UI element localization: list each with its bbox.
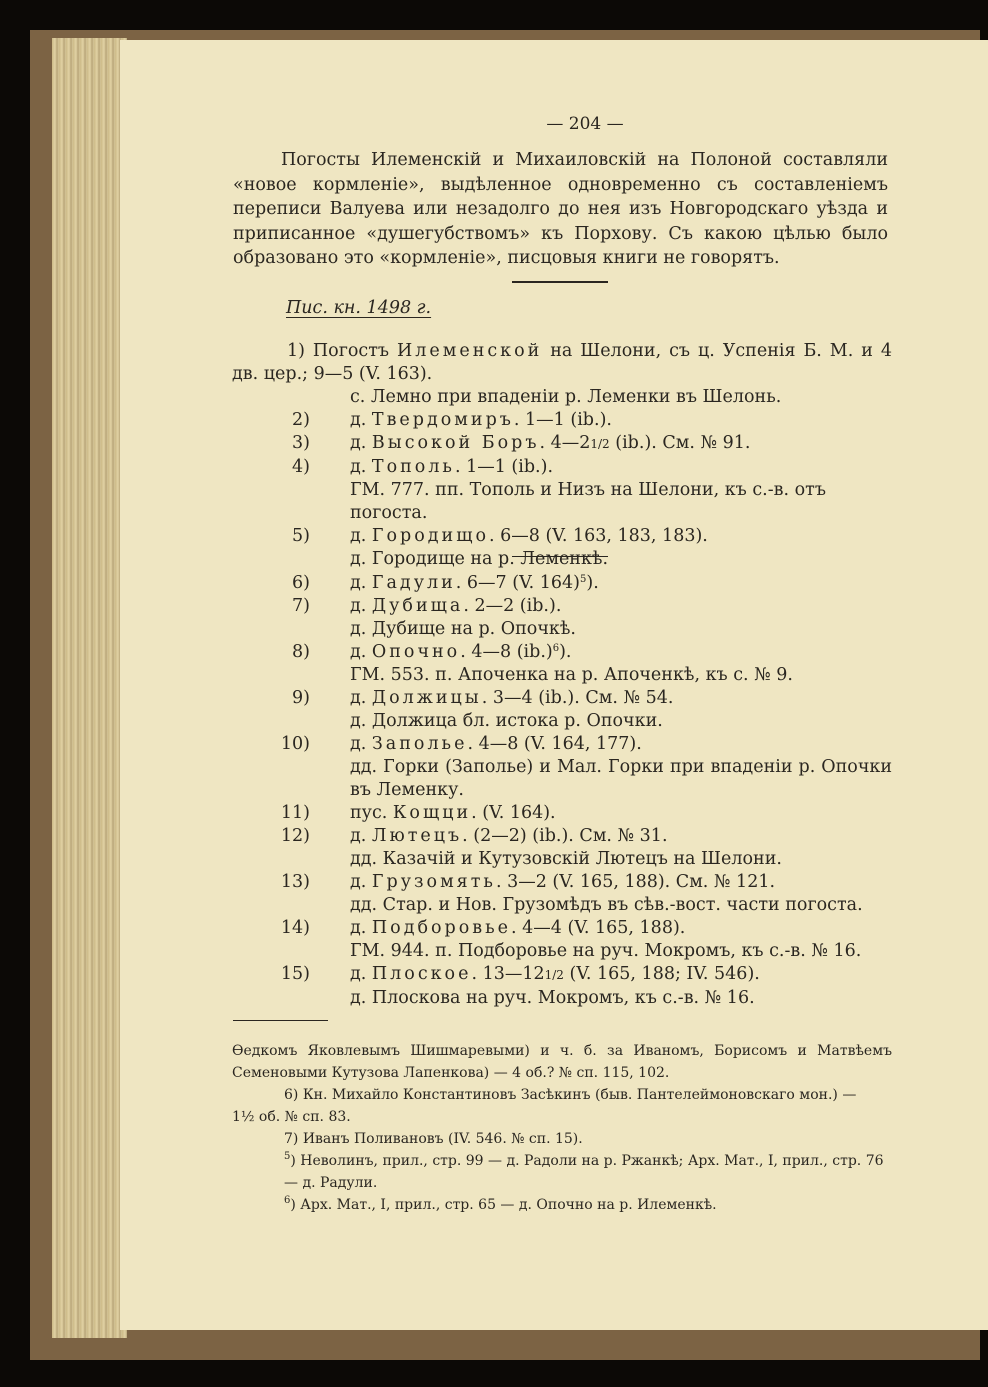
intro-paragraph bbox=[233, 148, 888, 271]
entry-identification: ГМ. 944. п. Подборовье на руч. Мокромъ, къ с.-в. № 16. bbox=[350, 941, 862, 961]
entry-lead bbox=[232, 871, 892, 894]
place-name: Плоское bbox=[371, 964, 472, 984]
place-name: Дубища bbox=[371, 596, 464, 616]
entry-number: 3) bbox=[292, 433, 310, 453]
entry-lead bbox=[232, 802, 892, 825]
entry-number: 10) bbox=[280, 734, 310, 754]
list-item bbox=[232, 409, 892, 432]
list-item bbox=[232, 963, 892, 1010]
place-name: Подборовье bbox=[371, 918, 512, 938]
entry-identification: д. Плоскова на руч. Мокромъ, къ с.-в. № 16. bbox=[350, 988, 755, 1008]
entry-lead bbox=[232, 456, 892, 479]
list-item bbox=[232, 733, 892, 802]
entry-identification: с. Лемно при впаденiи р. Леменки въ Шелонь. bbox=[350, 387, 782, 407]
entry-prefix: д. bbox=[350, 826, 372, 846]
entry-lead bbox=[232, 733, 892, 756]
footnotes bbox=[232, 1040, 892, 1216]
entry-details-2: ). bbox=[559, 642, 572, 662]
footnote-continuation: Ѳедкомъ Яковлевымъ Шишмаревыми) и ч. б. за Иваномъ, Борисомъ и Матвѣемъ Семеновыми Кутузова Лапенкова) — 4 об.? № сп. 115, 102. bbox=[232, 1043, 892, 1081]
entry-prefix: д. bbox=[350, 964, 372, 984]
entry-lead bbox=[232, 525, 892, 548]
page-edges bbox=[52, 38, 127, 1338]
place-name: Гадули bbox=[371, 573, 456, 593]
entry-identification: дд. Стар. и Нов. Грузомѣдъ въ сѣв.-вост. части погоста. bbox=[350, 895, 863, 915]
list-item bbox=[232, 871, 892, 917]
place-name: Лютецъ bbox=[371, 826, 463, 846]
entry-details: . 6—8 (V. 163, 183, 183). bbox=[489, 526, 708, 546]
entry-lead bbox=[232, 687, 892, 710]
footnote-5b bbox=[232, 1150, 892, 1194]
entry-details: . 4—2 bbox=[539, 433, 591, 453]
list-item bbox=[232, 525, 892, 571]
footnote-6-continuation: 1½ об. № сп. 83. bbox=[232, 1109, 351, 1125]
entry-prefix: д. bbox=[350, 688, 372, 708]
entries-section-b bbox=[232, 572, 892, 1010]
entry-number: 8) bbox=[292, 642, 310, 662]
entry-number: 6) bbox=[292, 573, 310, 593]
list-item bbox=[232, 641, 892, 687]
entry-details: . (2—2) (ib.). См. № 31. bbox=[462, 826, 668, 846]
entry-details: . 6—7 (V. 164) bbox=[455, 573, 580, 593]
entry-prefix: д. bbox=[350, 410, 372, 430]
entry-lead bbox=[232, 595, 892, 618]
entry-prefix: д. bbox=[350, 734, 372, 754]
place-name: Грузомять bbox=[371, 872, 496, 892]
entry-details: . 1—1 (ib.). bbox=[454, 457, 554, 477]
entry-prefix: д. bbox=[350, 573, 372, 593]
list-item bbox=[232, 687, 892, 733]
entry-lead bbox=[232, 409, 892, 432]
list-item bbox=[232, 825, 892, 871]
entry-lead bbox=[232, 641, 892, 664]
fraction: 1/2 bbox=[544, 968, 564, 982]
entry-prefix: д. bbox=[350, 642, 372, 662]
entry-details: . 4—8 (V. 164, 177). bbox=[467, 734, 642, 754]
list-item bbox=[232, 595, 892, 641]
entry-details: на Шелони, съ ц. Успенiя Б. М. и 4 дв. цер.; 9—5 (V. 163). bbox=[232, 341, 892, 384]
entry-details: . 2—2 (ib.). bbox=[463, 596, 562, 616]
entry-prefix: пус. bbox=[350, 803, 393, 823]
place-name: Опочно bbox=[371, 642, 461, 662]
footnote-6b bbox=[232, 1194, 892, 1216]
footnote-ref: 6 bbox=[552, 643, 560, 654]
entries-section-a bbox=[232, 340, 892, 571]
intro-text: Погосты Илеменскiй и Михаиловскiй на Полоной составляли «новое кормленiе», выдѣленное одновременно съ составленiемъ переписи Валуева или незадолго до нея изъ Новгородскаго уѣзда и приписанное «душегубствомъ» къ Порхову. Съ какою цѣлью было образовано это «кормленiе», писцовыя книги не говорятъ. bbox=[233, 150, 888, 269]
fraction: 1/2 bbox=[590, 437, 610, 451]
place-name: Заполье bbox=[371, 734, 468, 754]
page-number: — 204 — bbox=[546, 114, 624, 134]
entry-number: 7) bbox=[292, 596, 310, 616]
entry-number: 9) bbox=[292, 688, 310, 708]
entry-prefix: д. bbox=[350, 872, 372, 892]
entries-divider bbox=[512, 556, 608, 557]
entry-number: 1) bbox=[287, 341, 305, 361]
entry-details: . 4—4 (V. 165, 188). bbox=[511, 918, 686, 938]
footnote-mark: 5 bbox=[284, 1151, 291, 1162]
entry-prefix: д. bbox=[350, 457, 372, 477]
entry-lead bbox=[232, 432, 892, 456]
entry-details: . (V. 164). bbox=[471, 803, 556, 823]
entry-identification: дд. Горки (Заполье) и Мал. Горки при впаденiи р. Опочки въ Леменку. bbox=[350, 757, 892, 800]
place-name: Твердомиръ bbox=[371, 410, 514, 430]
entry-details-2: ). bbox=[586, 573, 599, 593]
footnote-text: ) Арх. Мат., I, прил., стр. 65 — д. Опочно на р. Илеменкѣ. bbox=[290, 1197, 717, 1213]
entry-lead bbox=[232, 825, 892, 848]
entry-identification: д. Должица бл. истока р. Опочки. bbox=[350, 711, 663, 731]
place-name: Должицы bbox=[371, 688, 482, 708]
entry-lead bbox=[232, 340, 892, 386]
footnote-separator bbox=[233, 1020, 328, 1021]
entry-prefix: Погостъ bbox=[312, 341, 397, 361]
place-name: Тополь bbox=[371, 457, 455, 477]
place-name: Кощци bbox=[392, 803, 472, 823]
footnote-7: 7) Иванъ Поливановъ (IV. 546. № сп. 15). bbox=[284, 1131, 583, 1147]
list-item bbox=[232, 456, 892, 525]
source-title: Пис. кн. 1498 г. bbox=[286, 298, 432, 318]
place-name: Городищо bbox=[371, 526, 490, 546]
entry-lead bbox=[232, 917, 892, 940]
list-item bbox=[232, 432, 892, 456]
entry-identification: дд. Казачiй и Кутузовскiй Лютецъ на Шелони. bbox=[350, 849, 782, 869]
entry-identification: д. Городище на р. Леменкѣ. bbox=[350, 549, 609, 569]
entry-lead bbox=[232, 572, 892, 595]
entry-number: 12) bbox=[280, 826, 310, 846]
entry-details: . 3—4 (ib.). См. № 54. bbox=[481, 688, 674, 708]
footnote-text: ) Неволинъ, прил., стр. 99 — д. Радоли на р. Ржанкѣ; Арх. Мат., I, прил., стр. 76 — д. Радули. bbox=[284, 1153, 884, 1191]
list-item bbox=[232, 917, 892, 963]
footnote-6: 6) Кн. Михайло Константиновъ Засѣкинъ (быв. Пантелеймоновскаго мон.) — bbox=[284, 1087, 857, 1103]
entry-details: . 1—1 (ib.). bbox=[513, 410, 612, 430]
list-item bbox=[232, 572, 892, 595]
place-name: Илеменской bbox=[396, 341, 543, 361]
section-divider bbox=[512, 281, 608, 283]
entry-prefix: д. bbox=[350, 433, 372, 453]
entry-number: 13) bbox=[280, 872, 310, 892]
entry-number: 15) bbox=[280, 964, 310, 984]
entry-details: . 4—8 (ib.) bbox=[460, 642, 553, 662]
entry-details: . 3—2 (V. 165, 188). См. № 121. bbox=[495, 872, 776, 892]
footnote-ref: 5 bbox=[580, 574, 587, 585]
entry-prefix: д. bbox=[350, 918, 372, 938]
entry-identification: д. Дубище на р. Опочкѣ. bbox=[350, 619, 576, 639]
footnote-mark: 6 bbox=[284, 1195, 291, 1206]
entry-prefix: д. bbox=[350, 526, 372, 546]
entry-identification: ГМ. 777. пп. Тополь и Низъ на Шелони, къ с.-в. отъ погоста. bbox=[350, 480, 826, 523]
entry-details-2: (V. 165, 188; IV. 546). bbox=[563, 964, 760, 984]
list-item bbox=[232, 802, 892, 825]
entry-lead bbox=[232, 963, 892, 987]
entry-number: 4) bbox=[292, 457, 310, 477]
entry-identification: ГМ. 553. п. Апоченка на р. Апоченкѣ, къ с. № 9. bbox=[350, 665, 793, 685]
place-name: Высокой Боръ bbox=[371, 433, 540, 453]
entry-prefix: д. bbox=[350, 596, 372, 616]
entry-details-2: (ib.). См. № 91. bbox=[609, 433, 751, 453]
entry-number: 5) bbox=[292, 526, 310, 546]
entry-details: . 13—12 bbox=[471, 964, 545, 984]
entry-number: 14) bbox=[280, 918, 310, 938]
list-item bbox=[232, 340, 892, 409]
entry-number: 2) bbox=[292, 410, 310, 430]
entry-number: 11) bbox=[280, 803, 310, 823]
